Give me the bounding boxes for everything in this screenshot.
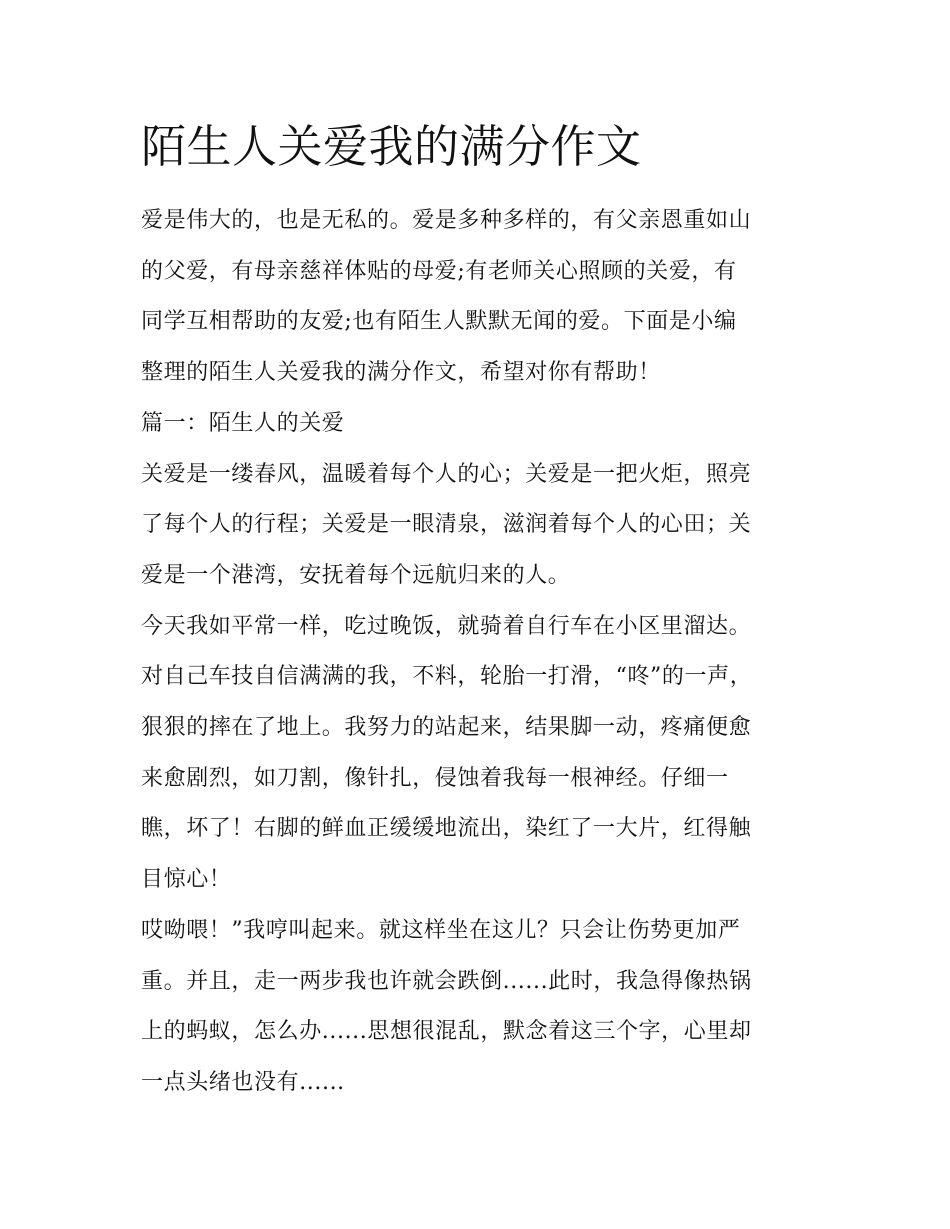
paragraph-line: 关爱是一缕春风，温暖着每个人的心；关爱是一把火炬，照亮	[141, 461, 752, 487]
section-heading	[141, 399, 841, 450]
paragraph-line: 目惊心！	[141, 867, 232, 893]
paragraph-line: 爱是伟大的，也是无私的。爱是多种多样的，有父亲恩重如山	[141, 208, 752, 233]
paragraph-story	[141, 602, 841, 906]
paragraph-intro	[141, 196, 841, 399]
paragraph-line: 爱是一个港湾，安抚着每个远航归来的人。	[141, 562, 571, 588]
paragraph-line: 的父爱，有母亲慈祥体贴的母爱;有老师关心照顾的关爱，有	[141, 258, 737, 284]
document-title: 陌生人关爱我的满分作文	[141, 120, 642, 173]
paragraph-line: 一点头绪也没有......	[141, 1069, 345, 1095]
paragraph-line: 对自己车技自信满满的我，不料，轮胎一打滑，“咚”的一声，	[141, 664, 753, 690]
paragraph-line: 上的蚂蚁，怎么办......思想很混乱，默念着这三个字，心里却	[141, 1019, 752, 1045]
paragraph-line: 哎呦喂！”我哼叫起来。就这样坐在这儿？只会让伤势更加严	[141, 917, 741, 943]
document-body	[141, 196, 841, 1109]
paragraph-line: 整理的陌生人关爱我的满分作文，希望对你有帮助！	[141, 360, 661, 386]
paragraph-line: 瞧，坏了！右脚的鲜血正缓缓地流出，染红了一大片，红得触	[141, 816, 752, 842]
paragraph-line: 篇一：陌生人的关爱	[141, 410, 345, 436]
paragraph-line: 狠狠的摔在了地上。我努力的站起来，结果脚一动，疼痛便愈	[141, 715, 752, 741]
paragraph-metaphor	[141, 450, 841, 602]
paragraph-line: 了每个人的行程；关爱是一眼清泉，滋润着每个人的心田；关	[141, 512, 752, 538]
paragraph-line: 今天我如平常一样，吃过晚饭，就骑着自行车在小区里溜达。	[141, 613, 752, 639]
paragraph-cry	[141, 906, 841, 1109]
paragraph-line: 来愈剧烈，如刀割，像针扎，侵蚀着我每一根神经。仔细一	[141, 765, 729, 791]
paragraph-line: 重。并且，走一两步我也许就会跌倒......此时，我急得像热锅	[141, 968, 752, 994]
paragraph-line: 同学互相帮助的友爱;也有陌生人默默无闻的爱。下面是小编	[141, 309, 737, 335]
